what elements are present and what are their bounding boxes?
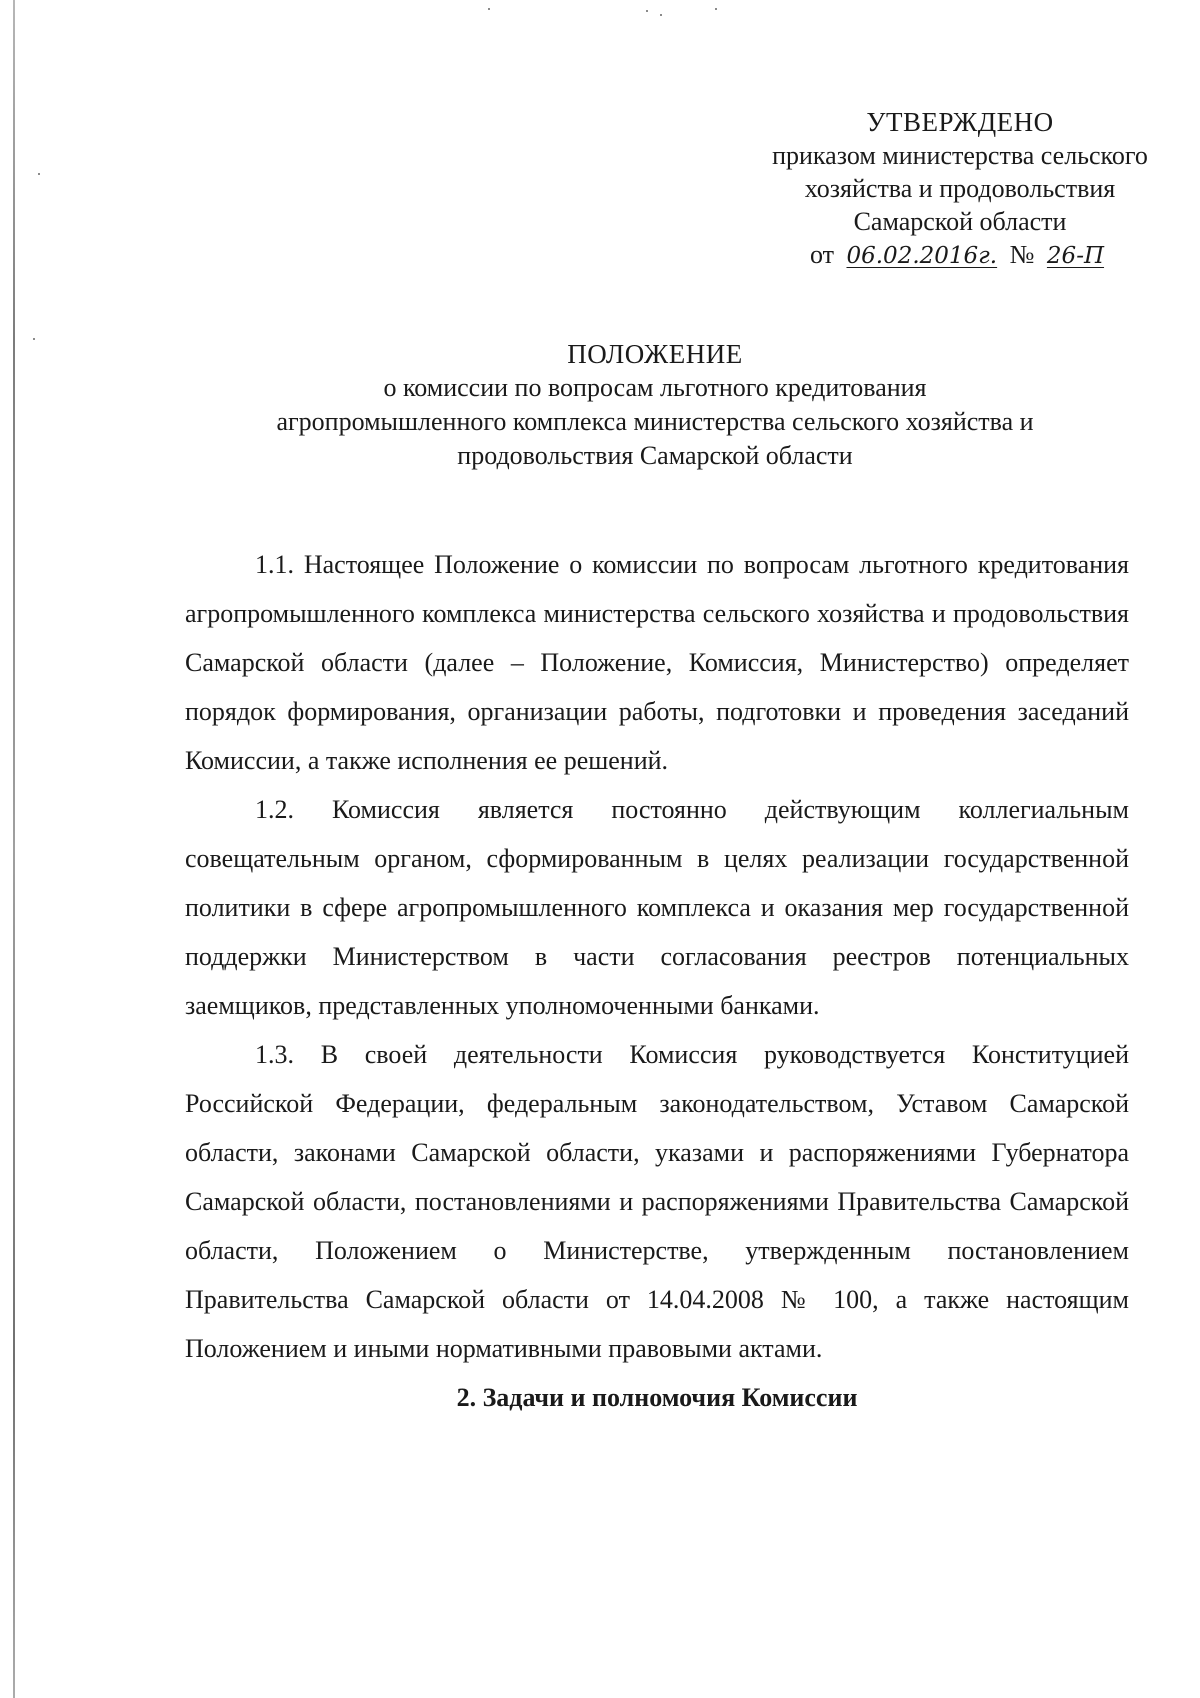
approval-stamp-block (740, 106, 1180, 273)
paragraph-number: 1.1. (255, 550, 294, 579)
paragraph-1-1 (185, 540, 1129, 785)
from-label: от (809, 240, 834, 269)
document-title: ПОЛОЖЕНИЕ (567, 339, 743, 369)
scan-speck (646, 10, 648, 12)
number-label: № (1009, 240, 1035, 269)
approval-line-1: приказом министерства сельского (772, 141, 1148, 170)
scan-speck (660, 14, 662, 16)
paragraph-text: В своей деятельности Комиссия руководствуется Конституцией Российской Федерации, федеральным законодательством, Уставом Самарской области, законами Самарской области, указами и распоряжениями Губернатора Самарской области, постановлениями и распоряжениями Правительства Самарской области, Положением о Министерстве, утвержденным постановлением Правительства Самарской области от 14.04.2008 № 100, а также настоящим Положением и иными нормативными правовыми актами. (185, 1040, 1130, 1363)
approval-date-number-line (810, 238, 1110, 273)
scan-speck (715, 8, 717, 10)
document-title-block (140, 337, 1170, 473)
scan-speck (38, 173, 40, 175)
paragraph-text: Комиссия является постоянно действующим коллегиальным совещательным органом, сформированным в целях реализации государственной политики в сфере агропромышленного комплекса и оказания мер государственной поддержки Министерством в части согласования реестров потенциальных заемщиков, представленных уполномоченными банками. (185, 795, 1129, 1020)
scan-edge-shadow (13, 0, 15, 1698)
paragraph-1-2 (185, 785, 1129, 1030)
paragraph-number: 1.3. (255, 1040, 294, 1069)
document-subtitle-line-3: продовольствия Самарской области (457, 441, 853, 470)
document-subtitle-line-2: агропромышленного комплекса министерства сельского хозяйства и (276, 407, 1034, 436)
scan-speck (488, 8, 490, 10)
scan-speck (33, 338, 35, 340)
document-subtitle-line-1: о комиссии по вопросам льготного кредитования (383, 373, 927, 402)
paragraph-number: 1.2. (255, 795, 294, 824)
handwritten-date: 06.02.2016г. (846, 243, 998, 269)
handwritten-number: 26-П (1046, 243, 1105, 269)
section-2-heading: 2. Задачи и полномочия Комиссии (456, 1383, 858, 1412)
document-body (185, 540, 1129, 1422)
approval-heading: УТВЕРЖДЕНО (866, 107, 1054, 137)
approval-line-3: Самарской области (853, 207, 1067, 236)
paragraph-text: Настоящее Положение о комиссии по вопросам льготного кредитования агропромышленного комплекса министерства сельского хозяйства и продовольствия Самарской области (далее – Положение, Комиссия, Министерство) определяет порядок формирования, организации работы, подготовки и проведения заседаний Комиссии, а также исполнения ее решений. (185, 550, 1129, 775)
approval-line-2: хозяйства и продовольствия (804, 174, 1116, 203)
paragraph-1-3 (185, 1030, 1129, 1373)
